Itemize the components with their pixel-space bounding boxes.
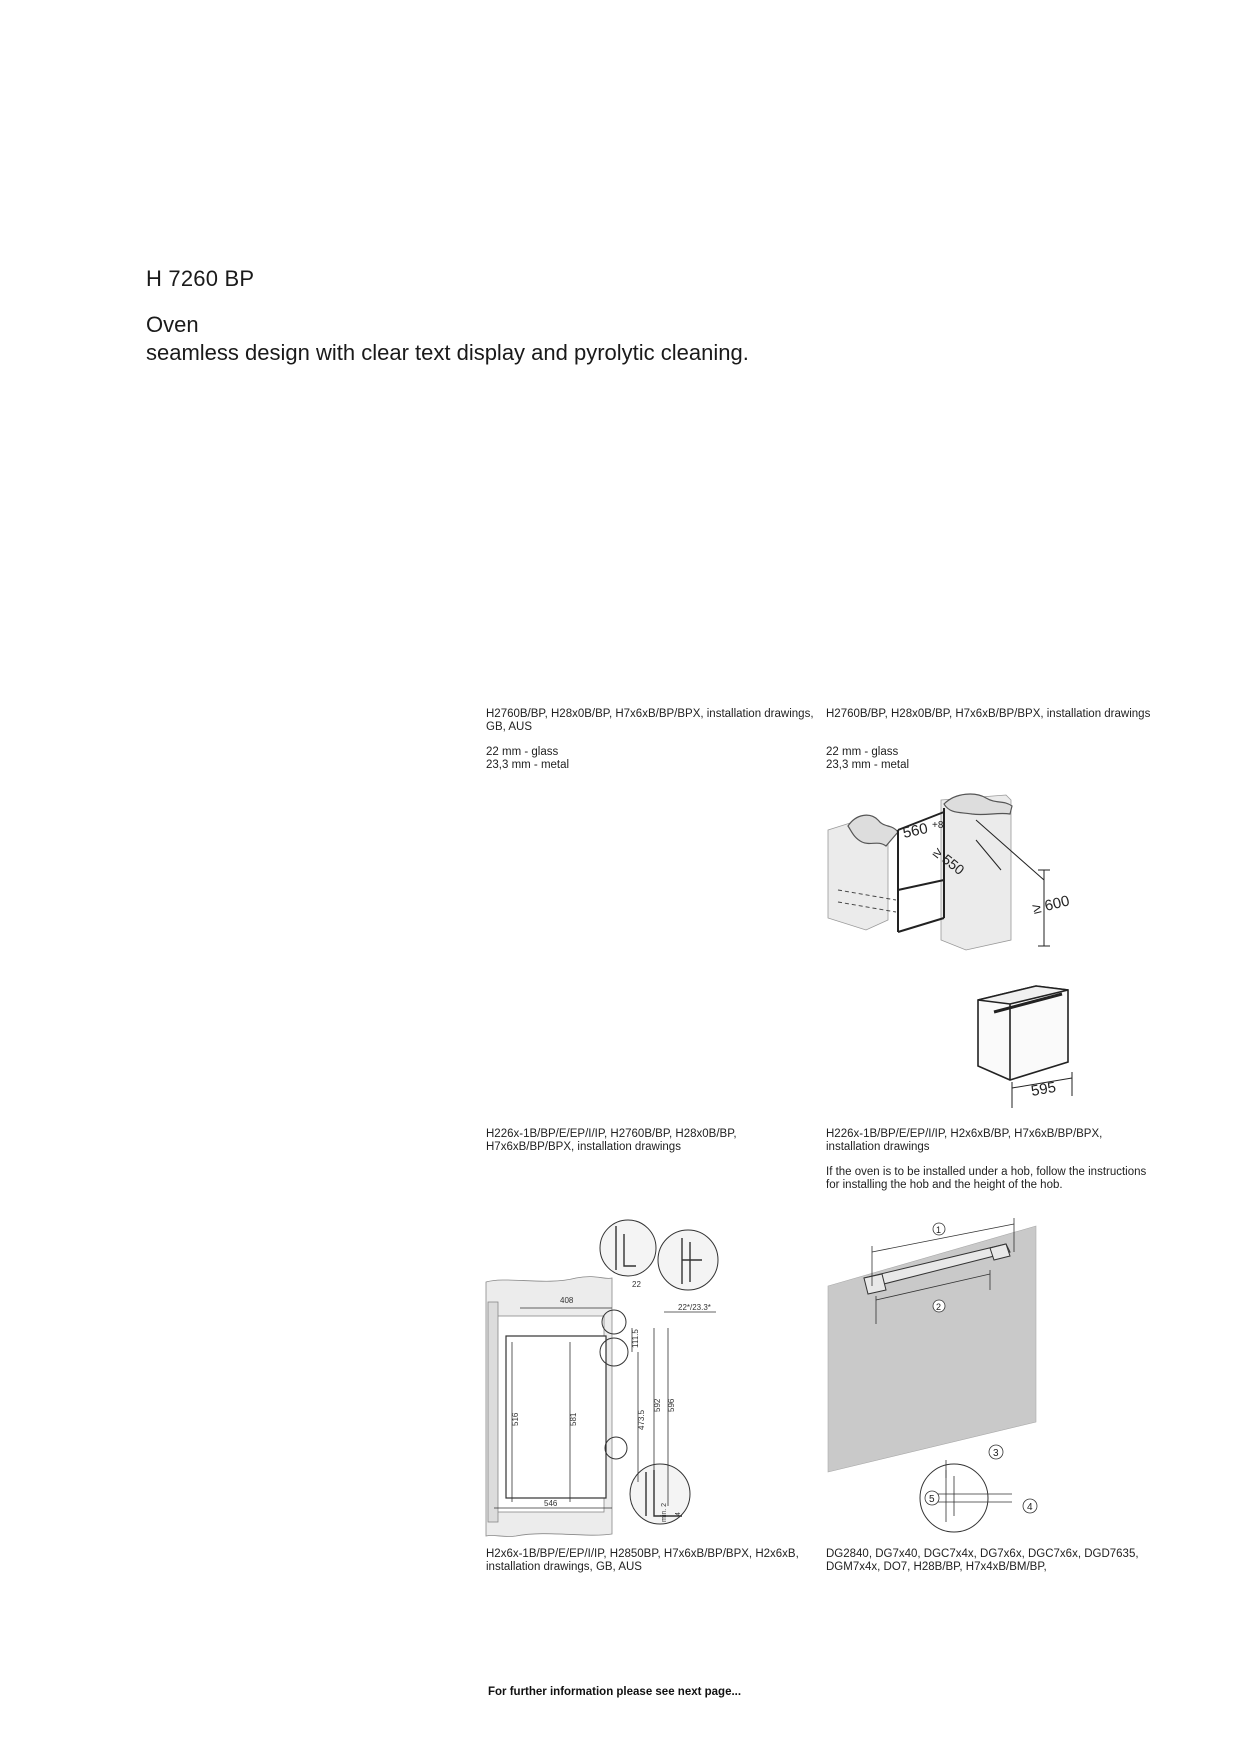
dim-111-5: 111.5 [631, 1329, 640, 1348]
dim-niche-width-tolerance: +8 [932, 820, 944, 831]
note-metal: 23,3 mm - metal [486, 758, 570, 771]
callout-4 [1023, 1499, 1037, 1513]
dim-22-23-3: 22*/23.3* [678, 1303, 711, 1312]
dim-niche-depth: ≥ 550 [930, 843, 968, 878]
caption-text: H2760B/BP, H28x0B/BP, H7x6xB/BP/BPX, installation drawings [826, 708, 1151, 720]
footer-continue-note: For further information please see next page... [488, 1686, 742, 1698]
drawing-caption-4 [826, 1128, 1156, 1153]
drawing-caption-5 [486, 1548, 816, 1573]
material-notes-2 [826, 746, 909, 771]
note-glass: 22 mm - glass [486, 746, 559, 758]
caption-text: H226x-1B/BP/E/EP/I/IP, H2760B/BP, H28x0B/BP, H7x6xB/BP/BPX, installation drawings [486, 1128, 737, 1153]
svg-text:4: 4 [1027, 1502, 1033, 1513]
dim-592: 592 [653, 1398, 662, 1412]
caption-text: H2x6x-1B/BP/E/EP/I/IP, H2850BP, H7x6xB/BP/BPX, H2x6xB, installation drawings, GB, AUS [486, 1548, 799, 1573]
callout-3 [989, 1445, 1003, 1459]
drawing-caption-2 [826, 708, 1156, 721]
detail-circles [600, 1220, 718, 1524]
dim-581: 581 [569, 1412, 578, 1426]
dim-22: 22 [632, 1280, 641, 1289]
caption-text: DG2840, DG7x40, DGC7x4x, DG7x6x, DGC7x6x, DGD7635, DGM7x4x, DO7, H28B/BP, H7x4xB/BM/BP, [826, 1548, 1139, 1573]
dim-4: 4 [675, 1512, 682, 1516]
product-tagline: seamless design with clear text display and pyrolytic cleaning. [146, 340, 749, 365]
oven-unit [978, 986, 1068, 1080]
dim-473-5: 473.5 [637, 1409, 646, 1430]
callout-1 [933, 1223, 945, 1235]
cabinet-section [486, 1277, 612, 1537]
hob-note [826, 1166, 1156, 1191]
note-glass: 22 mm - glass [826, 746, 899, 758]
drawing-caption-1 [486, 708, 816, 733]
dim-546: 546 [544, 1499, 558, 1508]
hob-note-text: If the oven is to be installed under a hob, follow the instructions for installing the hob and the height of the hob. [826, 1166, 1147, 1191]
svg-text:1: 1 [936, 1225, 942, 1235]
caption-text: H226x-1B/BP/E/EP/I/IP, H2x6xB/BP, H7x6xB/BP/BPX, installation drawings [826, 1128, 1103, 1153]
side-section-drawing [486, 1216, 726, 1536]
model-number: H 7260 BP [146, 266, 255, 291]
caption-text: H2760B/BP, H28x0B/BP, H7x6xB/BP/BPX, installation drawings, GB, AUS [486, 708, 814, 733]
note-metal: 23,3 mm - metal [826, 758, 910, 771]
niche-installation-drawing [826, 790, 1076, 1110]
dim-niche-height: ≥ 600 [1030, 892, 1072, 918]
callout-2 [933, 1300, 945, 1312]
dim-596: 596 [667, 1398, 676, 1412]
product-type: Oven [146, 312, 199, 337]
dim-niche-width: 560 [901, 820, 930, 842]
svg-text:3: 3 [993, 1448, 999, 1459]
drawing-caption-3 [486, 1128, 816, 1153]
dim-oven-width: 595 [1029, 1078, 1058, 1100]
callout-5 [925, 1491, 939, 1505]
dim-408: 408 [560, 1296, 574, 1305]
oven-front-drawing [826, 1216, 1046, 1526]
dim-min-2: min. 2 [661, 1502, 668, 1522]
material-notes-1 [486, 746, 569, 771]
dim-516: 516 [511, 1412, 520, 1426]
svg-text:5: 5 [929, 1494, 935, 1505]
svg-text:2: 2 [936, 1302, 942, 1312]
drawing-caption-6 [826, 1548, 1156, 1573]
